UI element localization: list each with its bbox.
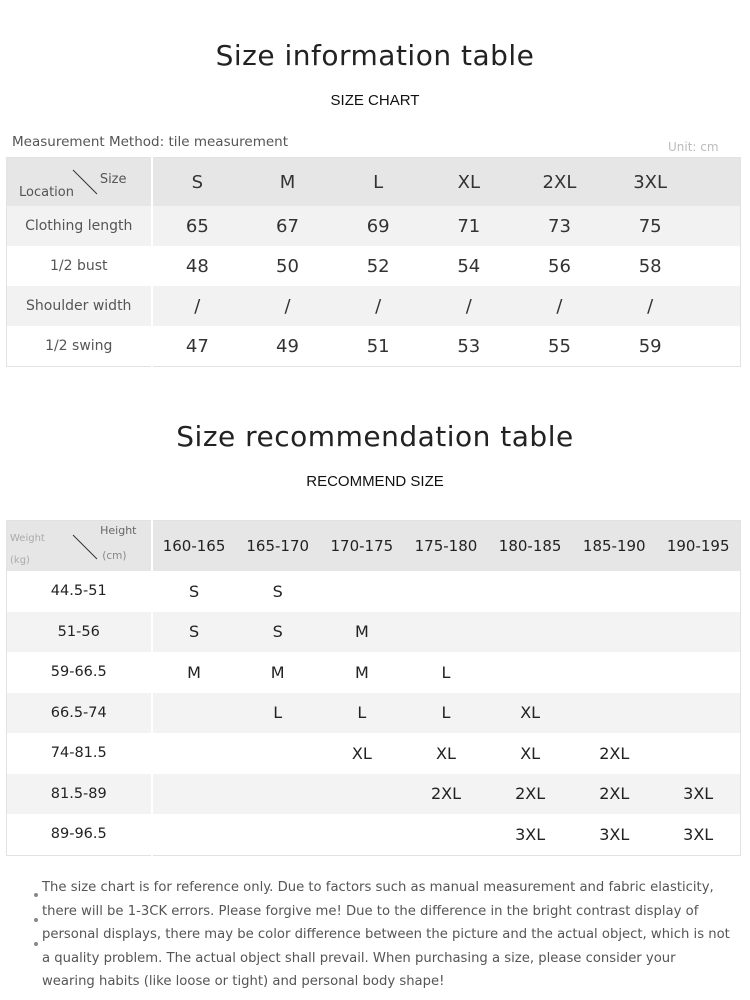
table-row [7,814,741,855]
measurement-cell: / [514,286,605,326]
measurement-cell: 69 [333,206,424,246]
size-cell: XL [320,733,404,774]
empty-cell [696,286,741,326]
size-cell [656,733,740,774]
size-cell [656,693,740,734]
table-row [7,774,741,815]
table-row [7,652,741,693]
size-cell [152,774,236,815]
bullet-dot-icon [34,918,38,922]
size-cell: 3XL [488,814,572,855]
measurement-cell: 47 [152,326,243,367]
size-cell [320,774,404,815]
measurement-cell: / [152,286,243,326]
size-cell [236,733,320,774]
corner-size-label: Size [99,172,127,187]
measurement-cell: 50 [242,246,333,286]
size-cell: M [152,652,236,693]
measurement-cell: / [423,286,514,326]
size-cell: XL [488,693,572,734]
measurement-cell: 56 [514,246,605,286]
measurement-cell: 58 [605,246,696,286]
measurement-method: Measurement Method: tile measurement [12,134,289,150]
table-row [7,326,741,367]
bullet-dot-icon [34,893,38,897]
table-row [7,693,741,734]
height-header-cell: 175-180 [404,521,488,572]
measurement-cell: 55 [514,326,605,367]
size-cell: 2XL [404,774,488,815]
size-cell: L [404,652,488,693]
measurement-cell: / [242,286,333,326]
size-cell: 2XL [488,774,572,815]
measurement-cell: 54 [423,246,514,286]
table-row [7,286,741,326]
size-cell: S [152,612,236,653]
size-cell: S [236,612,320,653]
table-row [7,246,741,286]
weight-label: 89-96.5 [7,814,152,855]
size-cell [488,652,572,693]
size-cell [656,652,740,693]
recommend-corner-cell [7,521,152,572]
disclaimer-note: The size chart is for reference only. Due to factors such as manual measurement and fabric elasticity, there will be 1-3CK errors. Please forgive me! Due to the difference in the bright contrast display of personal displays, there may be color difference between the picture and the actual object, which is not a quality problem. The actual object shall prevail. When purchasing a size, please consider your wearing habits (like loose or tight) and personal body shape! [42,880,730,989]
table-row [7,206,741,246]
size-cell [572,693,656,734]
size-cell [572,571,656,612]
size-cell [488,612,572,653]
size-cell [488,571,572,612]
bullet-dot-icon [34,942,38,946]
empty-cell [696,326,741,367]
row-label: 1/2 bust [7,246,152,286]
size-info-title: Size information table [215,39,535,72]
recommend-table [6,520,741,856]
recommend-header-row [7,521,741,572]
size-cell [572,652,656,693]
size-info-table [6,157,741,367]
row-label: 1/2 swing [7,326,152,367]
size-cell [152,814,236,855]
measurement-cell: 49 [242,326,333,367]
size-info-corner-cell [7,158,152,207]
size-cell [404,612,488,653]
size-cell: S [152,571,236,612]
height-header-cell: 165-170 [236,521,320,572]
height-header-cell: 190-195 [656,521,740,572]
size-chart-subtitle: SIZE CHART [330,92,420,109]
size-cell: XL [404,733,488,774]
size-cell: 2XL [572,774,656,815]
measurement-cell: 51 [333,326,424,367]
weight-label: 59-66.5 [7,652,152,693]
empty-header-cell [696,158,741,207]
size-cell: 3XL [656,814,740,855]
measurement-cell: 52 [333,246,424,286]
table-row [7,612,741,653]
measurement-cell: / [333,286,424,326]
measurement-cell: 71 [423,206,514,246]
size-cell [236,814,320,855]
size-cell [236,774,320,815]
size-cell [320,571,404,612]
measurement-cell: 48 [152,246,243,286]
table-row [7,571,741,612]
height-header-cell: 160-165 [152,521,236,572]
recommend-title: Size recommendation table [176,420,574,453]
size-cell: L [236,693,320,734]
size-cell [572,612,656,653]
size-header-cell: 2XL [514,158,605,207]
size-cell: L [404,693,488,734]
size-cell [656,571,740,612]
size-cell [404,571,488,612]
measurement-cell: 65 [152,206,243,246]
corner-height-label: Height [100,524,137,537]
measurement-cell: 59 [605,326,696,367]
height-header-cell: 170-175 [320,521,404,572]
size-cell [320,814,404,855]
corner-location-label: Location [19,185,74,200]
recommend-subtitle: RECOMMEND SIZE [306,473,444,490]
size-cell [152,733,236,774]
weight-label: 74-81.5 [7,733,152,774]
height-header-cell: 185-190 [572,521,656,572]
measurement-cell: / [605,286,696,326]
weight-label: 81.5-89 [7,774,152,815]
size-cell [404,814,488,855]
size-cell: M [236,652,320,693]
row-label: Clothing length [7,206,152,246]
size-header-cell: XL [423,158,514,207]
empty-cell [696,246,741,286]
measurement-cell: 53 [423,326,514,367]
corner-weight-label: Weight [10,533,45,544]
size-cell: L [320,693,404,734]
size-cell: 3XL [572,814,656,855]
size-cell: 2XL [572,733,656,774]
table-row [7,733,741,774]
size-cell [152,693,236,734]
height-header-cell: 180-185 [488,521,572,572]
weight-label: 44.5-51 [7,571,152,612]
measurement-cell: 75 [605,206,696,246]
size-cell [656,612,740,653]
size-cell: M [320,652,404,693]
corner-weight-unit: (kg) [10,555,30,566]
size-cell: 3XL [656,774,740,815]
empty-cell [696,206,741,246]
size-cell: S [236,571,320,612]
row-label: Shoulder width [7,286,152,326]
weight-label: 66.5-74 [7,693,152,734]
size-header-cell: S [152,158,243,207]
measurement-cell: 67 [242,206,333,246]
size-header-cell: 3XL [605,158,696,207]
unit-label: Unit: cm [668,140,719,154]
size-info-header-row [7,158,741,207]
corner-height-unit: (cm) [102,550,127,562]
size-header-cell: M [242,158,333,207]
measurement-cell: 73 [514,206,605,246]
size-header-cell: L [333,158,424,207]
size-cell: M [320,612,404,653]
size-cell: XL [488,733,572,774]
weight-label: 51-56 [7,612,152,653]
